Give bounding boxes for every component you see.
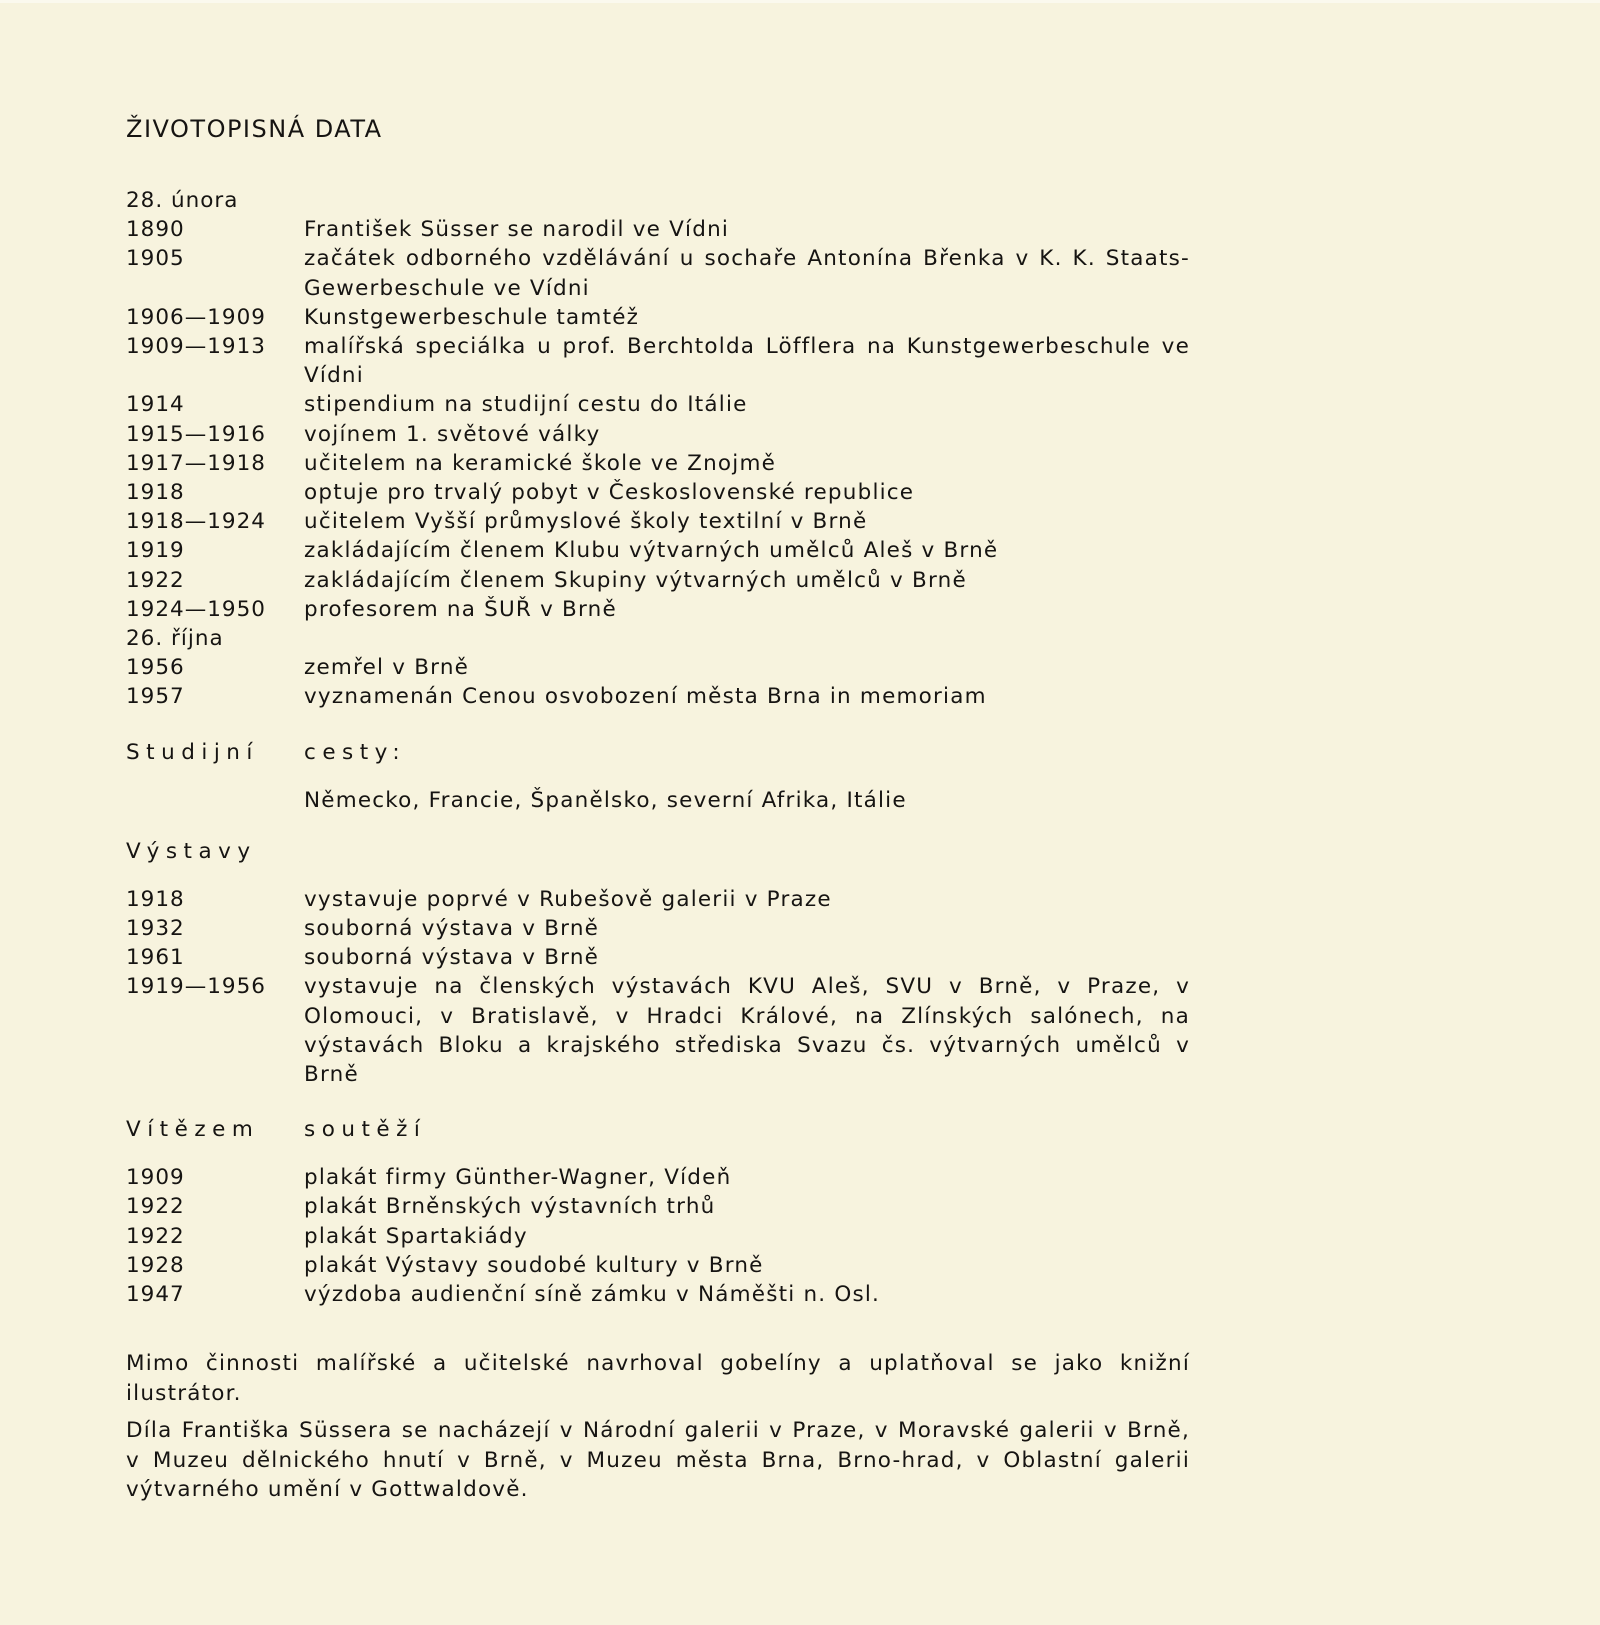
entry-text: plakát firmy Günther-Wagner, Vídeň — [304, 1165, 732, 1191]
page-top-edge — [0, 0, 1600, 3]
entry-text: František Süsser se narodil ve Vídni — [304, 217, 730, 243]
entry-date: 1957 — [126, 684, 185, 710]
entry-date: 1909—1913 — [126, 334, 266, 360]
entry-text: souborná výstava v Brně — [304, 945, 600, 971]
travels-label-left: Studijní — [126, 739, 259, 765]
exhibition-row — [126, 914, 1190, 943]
entry-date: 1919 — [126, 538, 185, 564]
exhibition-row — [126, 972, 1190, 1089]
entry-date: 1918 — [126, 886, 185, 912]
competition-row — [126, 1163, 1190, 1192]
timeline-row — [126, 478, 1190, 507]
timeline-row — [126, 332, 1190, 390]
entry-text: plakát Spartakiády — [304, 1223, 528, 1249]
travels-text: Německo, Francie, Španělsko, severní Afrika, Itálie — [304, 787, 907, 813]
entry-date: 1924—1950 — [126, 596, 266, 622]
entry-date: 1932 — [126, 916, 185, 942]
entry-text: začátek odborného vzdělávání u sochaře Antonína Břenka v K. K. Staats-Gewerbeschule ve Vídni — [304, 246, 1190, 301]
entry-text: malířská speciálka u prof. Berchtolda Löfflera na Kunstgewerbeschule ve Vídni — [304, 334, 1190, 389]
timeline-row — [126, 566, 1190, 595]
entry-date: 1922 — [126, 567, 185, 593]
entry-text: profesorem na ŠUŘ v Brně — [304, 596, 617, 622]
competitions-heading — [126, 1115, 1190, 1145]
timeline-row — [126, 507, 1190, 536]
timeline-row — [126, 449, 1190, 478]
entry-text: vystavuje poprvé v Rubešově galerii v Praze — [304, 886, 832, 912]
exhibition-row — [126, 943, 1190, 972]
entry-date: 1922 — [126, 1223, 185, 1249]
competition-row — [126, 1280, 1190, 1309]
entry-date: 1922 — [126, 1194, 185, 1220]
travels-label-right: cesty: — [304, 739, 407, 765]
competition-row — [126, 1222, 1190, 1251]
entry-date: 1928 — [126, 1252, 185, 1278]
timeline-row — [126, 244, 1190, 302]
entry-text: učitelem na keramické škole ve Znojmě — [304, 450, 777, 476]
timeline-row — [126, 186, 1190, 244]
entry-text: zakládajícím členem Klubu výtvarných umělců Aleš v Brně — [304, 538, 999, 564]
competition-row — [126, 1192, 1190, 1221]
timeline-row — [126, 536, 1190, 565]
entry-text: optuje pro trvalý pobyt v Československé republice — [304, 480, 915, 506]
entry-date: 1915—1916 — [126, 421, 266, 447]
paragraph-collections: Díla Františka Süssera se nacházejí v Národní galerii v Praze, v Moravské galerii v Brně, v Muzeu dělnického hnutí v Brně, v Muzeu města Brna, Brno-hrad, v Oblastní galerii výtvarného umění v Gottwaldově. — [126, 1418, 1190, 1502]
exhibitions-label: Výstavy — [126, 838, 257, 864]
entry-date: 1918—1924 — [126, 509, 266, 535]
timeline-row — [126, 624, 1190, 682]
entry-text: souborná výstava v Brně — [304, 916, 600, 942]
entry-date: 1919—1956 — [126, 974, 266, 1000]
entry-text: výzdoba audienční síně zámku v Náměšti n. Osl. — [304, 1282, 881, 1308]
exhibition-row — [126, 885, 1190, 914]
entry-text: učitelem Vyšší průmyslové školy textilní v Brně — [304, 509, 868, 535]
entry-date: 26. října 1956 — [126, 626, 224, 681]
timeline-row — [126, 390, 1190, 419]
exhibitions-list — [126, 885, 1190, 1089]
exhibitions-heading — [126, 837, 1190, 867]
travels-row — [126, 786, 1190, 815]
competitions-list — [126, 1163, 1190, 1309]
competitions-label-right: soutěží — [304, 1117, 427, 1143]
timeline-row — [126, 420, 1190, 449]
timeline — [126, 186, 1190, 712]
page-title: ŽIVOTOPISNÁ DATA — [126, 115, 383, 143]
timeline-row — [126, 682, 1190, 711]
entry-text: vojínem 1. světové války — [304, 421, 601, 447]
travels-heading — [126, 738, 1190, 768]
entry-date: 1918 — [126, 480, 185, 506]
entry-text: vystavuje na členských výstavách KVU Aleš, SVU v Brně, v Praze, v Olomouci, v Bratislavě, v Hradci Králové, na Zlínských salónech, na výstavách Bloku a krajského střediska Svazu čs. výtvarných umělců v Brně — [304, 974, 1190, 1088]
entry-date: 1906—1909 — [126, 304, 266, 330]
entry-text: plakát Výstavy soudobé kultury v Brně — [304, 1252, 764, 1278]
entry-text: zakládajícím členem Skupiny výtvarných umělců v Brně — [304, 567, 967, 593]
entry-text: vyznamenán Cenou osvobození města Brna in memoriam — [304, 684, 987, 710]
entry-text: plakát Brněnských výstavních trhů — [304, 1194, 716, 1220]
timeline-row — [126, 303, 1190, 332]
entry-date: 1961 — [126, 945, 185, 971]
entry-date: 28. února 1890 — [126, 188, 239, 243]
entry-date: 1909 — [126, 1165, 185, 1191]
entry-date: 1917—1918 — [126, 450, 266, 476]
paragraph-activities: Mimo činnosti malířské a učitelské navrhoval gobelíny a uplatňoval se jako knižní ilustrátor. — [126, 1351, 1190, 1406]
entry-text: zemřel v Brně — [304, 655, 470, 681]
entry-date: 1905 — [126, 246, 185, 272]
competition-row — [126, 1251, 1190, 1280]
timeline-row — [126, 595, 1190, 624]
entry-date: 1914 — [126, 392, 185, 418]
entry-text: Kunstgewerbeschule tamtéž — [304, 304, 640, 330]
document-body — [126, 112, 1190, 1504]
entry-date: 1947 — [126, 1282, 185, 1308]
competitions-label-left: Vítězem — [126, 1117, 260, 1143]
entry-text: stipendium na studijní cestu do Itálie — [304, 392, 748, 418]
